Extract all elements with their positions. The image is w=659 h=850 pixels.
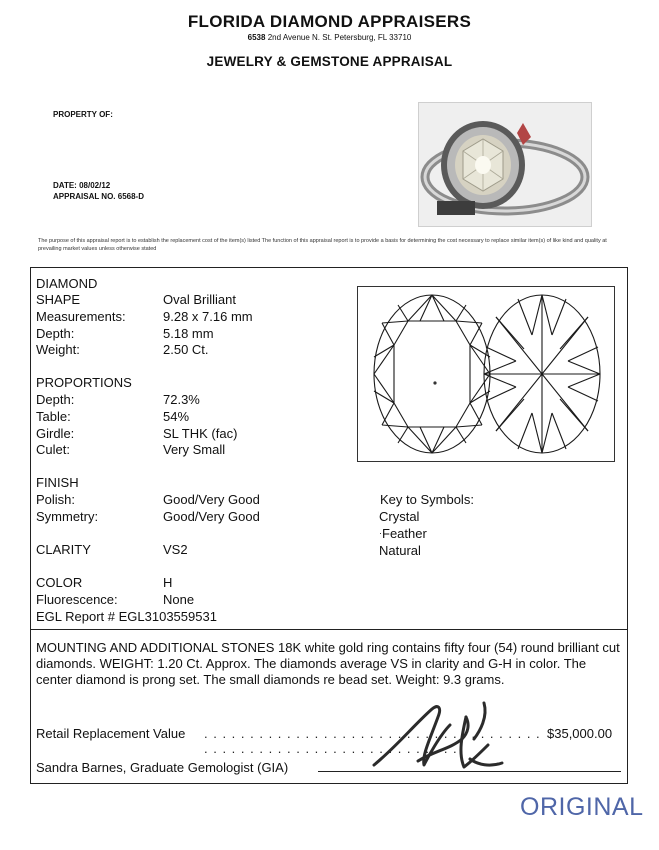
- weight-label: Weight:: [36, 342, 80, 357]
- diamond-plot-diagram: [357, 286, 615, 462]
- key-item-natural: Natural: [379, 543, 421, 558]
- proportion-depth-label: Depth:: [36, 392, 75, 407]
- mounting-description: MOUNTING AND ADDITIONAL STONES 18K white gold ring contains fifty four (54) round brilliant cut diamonds. WEIGHT: 1.20 Ct. Approx. The diamonds average VS in clarity and G-H in color. The center diamond is prong set. The small diamonds re bead set. Weight: 9.3 grams.: [36, 640, 620, 687]
- company-address: [0, 33, 659, 42]
- culet-value: Very Small: [163, 442, 226, 457]
- retail-value-amount: $35,000.00: [547, 726, 613, 741]
- proportions-heading: PROPORTIONS: [36, 375, 132, 390]
- measurements-value: 9.28 x 7.16 mm: [163, 309, 253, 324]
- clarity-label: CLARITY: [36, 542, 91, 557]
- shape-value: Oval Brilliant: [163, 292, 236, 307]
- diamond-heading: DIAMOND: [36, 276, 98, 291]
- polish-value: Good/Very Good: [163, 492, 260, 507]
- company-name: FLORIDA DIAMOND APPRAISERS: [187, 12, 472, 31]
- purpose-statement: The purpose of this appraisal report is to establish the replacement cost of the item(s) listed The function of this appraisal report is to provide a basis for determining the cost necessary to replace similar item(s) of like kind and quality at prevailing market values unless otherwise stated: [38, 238, 607, 252]
- inclusion-mark: [433, 381, 436, 384]
- ring-photo: [418, 102, 592, 227]
- proportion-depth-value: 72.3%: [163, 392, 200, 407]
- appraiser-signature: [366, 695, 511, 777]
- weight-value: 2.50 Ct.: [163, 342, 209, 357]
- property-of-label: PROPERTY OF:: [53, 110, 113, 119]
- key-item-feather: [379, 526, 427, 541]
- diamond-plot-svg: [358, 287, 614, 461]
- shape-label: SHAPE: [36, 292, 81, 307]
- appraisal-number: APPRAISAL NO. 6568-D: [53, 192, 144, 201]
- crown-table: [394, 321, 470, 427]
- crown-view-outline: [374, 295, 490, 453]
- color-value: H: [163, 575, 173, 590]
- key-to-symbols-title: Key to Symbols:: [380, 492, 474, 507]
- measurements-label: Measurements:: [36, 309, 126, 324]
- address-number: 6538: [247, 33, 266, 42]
- feather-symbol-dot: ·: [379, 528, 382, 538]
- clarity-value: VS2: [163, 542, 188, 557]
- fluorescence-value: None: [163, 592, 195, 607]
- egl-report-number: EGL Report # EGL3103559531: [36, 609, 217, 624]
- table-value: 54%: [163, 409, 190, 424]
- girdle-value: SL THK (fac): [163, 426, 238, 441]
- fluorescence-label: Fluorescence:: [36, 592, 118, 607]
- depth-label: Depth:: [36, 326, 75, 341]
- symmetry-label: Symmetry:: [36, 509, 99, 524]
- retail-value-label: Retail Replacement Value: [36, 726, 186, 741]
- finish-heading: FINISH: [36, 475, 79, 490]
- appraisal-date: DATE: 08/02/12: [53, 181, 111, 190]
- symmetry-value: Good/Very Good: [163, 509, 260, 524]
- key-item-feather-label: Feather: [382, 526, 427, 541]
- address-street: 2nd Avenue N. St. Petersburg, FL 33710: [267, 33, 412, 42]
- section-divider: [30, 629, 628, 630]
- dot-leader: . . . . . . . . . . . . . . . . . . . . . . . . . . . . . . . . . . . . . . . . . . . . . . . . . . . . . . . . . . . . . . . . .: [204, 726, 541, 756]
- original-stamp: ORIGINAL: [520, 793, 644, 821]
- document-title: JEWELRY & GEMSTONE APPRAISAL: [206, 54, 453, 69]
- depth-value: 5.18 mm: [163, 326, 214, 341]
- key-item-crystal: Crystal: [379, 509, 420, 524]
- girdle-label: Girdle:: [36, 426, 75, 441]
- table-label: Table:: [36, 409, 71, 424]
- polish-label: Polish:: [36, 492, 76, 507]
- color-label: COLOR: [36, 575, 83, 590]
- appraiser-name: Sandra Barnes, Graduate Gemologist (GIA): [36, 760, 289, 775]
- culet-label: Culet:: [36, 442, 70, 457]
